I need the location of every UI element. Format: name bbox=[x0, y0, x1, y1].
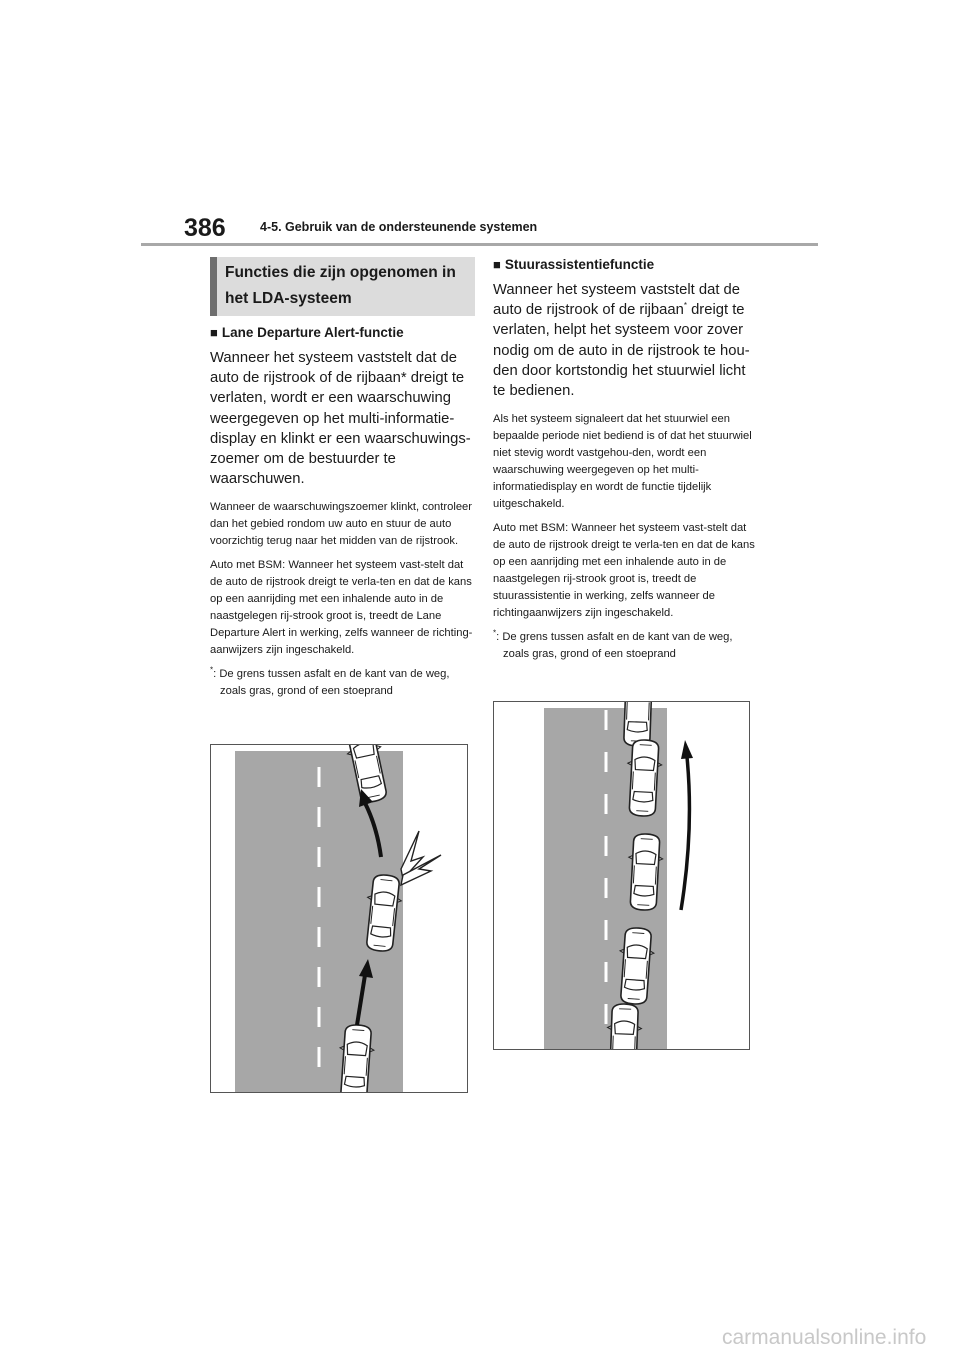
steering-body-text: Wanneer het systeem vaststelt dat de auto de rijstrook of de rijbaan* dreigt te verlaten, helpt het systeem voor zover nodig om de auto in de rijstrook te hou-den door kortstondig het stuurwiel licht te bedienen. bbox=[493, 282, 750, 400]
lane-departure-illustration bbox=[210, 744, 468, 1093]
steering-footnote: *: De grens tussen asfalt en de kant van de weg, zoals gras, grond of een stoeprand bbox=[493, 628, 733, 661]
bullet-square-icon: ■ bbox=[493, 257, 501, 272]
watermark: carmanualsonline.info bbox=[722, 1326, 927, 1349]
bullet-square-icon: ■ bbox=[210, 325, 218, 340]
steering-assist-illustration bbox=[493, 701, 750, 1050]
section-title-box: Functies die zijn opgenomen in het LDA-systeem bbox=[210, 257, 475, 316]
page-number: 386 bbox=[184, 214, 226, 242]
right-column bbox=[493, 256, 758, 663]
lane-departure-diagram bbox=[211, 745, 467, 1092]
subheading-lane-departure: ■ Lane Departure Alert-functie bbox=[210, 325, 404, 340]
subheading-steering-assist: ■ Stuurassistentiefunctie bbox=[493, 257, 655, 272]
steering-note-bsm: Auto met BSM: Wanneer het systeem vast-stelt dat de auto de rijstrook dreigt te verla-ten en dat de kans op een aanrijding met een inhalende auto in de naastgelegen rij-strook groot is, treedt de stuurassistentie in werking, zelfs wanneer de richtingaanwijzers zijn ingeschakeld. bbox=[493, 522, 755, 620]
warning-lightning-icon bbox=[401, 831, 441, 885]
steering-arrow bbox=[681, 740, 693, 910]
lda-body-text: Wanneer het systeem vaststelt dat de auto de rijstrook of de rijbaan* dreigt te verlaten, wordt er een waarschuwing weergegeven op het multi-informatie-display en klinkt er een waarschuwings-zoemer om de bestuurder te waarschuwen. bbox=[210, 350, 471, 488]
lda-note-buzzer: Wanneer de waarschuwingszoemer klinkt, controleer dan het gebied rondom uw auto en stuur de auto voorzichtig terug naar het midden van de rijstrook. bbox=[210, 501, 472, 548]
left-column bbox=[210, 257, 475, 700]
lda-footnote: *: De grens tussen asfalt en de kant van de weg, zoals gras, grond of een stoeprand bbox=[210, 665, 450, 698]
chapter-title: 4-5. Gebruik van de ondersteunende systemen bbox=[260, 220, 538, 234]
steering-note-wheel: Als het systeem signaleert dat het stuurwiel een bepaalde periode niet bediend is of dat het stuurwiel niet stevig wordt vastgehou-den, wordt een waarschuwing weergegeven op het multi-informatiedisplay en wordt de functie tijdelijk uitgeschakeld. bbox=[493, 413, 752, 511]
steering-assist-diagram bbox=[494, 702, 749, 1049]
lda-note-bsm: Auto met BSM: Wanneer het systeem vast-stelt dat de auto de rijstrook dreigt te verla-ten en dat de kans op een aanrijding met een inhalende auto in de naastgelegen rij-strook groot is, treedt de Lane Departure Alert in werking, zelfs wanneer de richting-aanwijzers zijn ingeschakeld. bbox=[210, 559, 473, 657]
header-divider bbox=[141, 243, 818, 246]
